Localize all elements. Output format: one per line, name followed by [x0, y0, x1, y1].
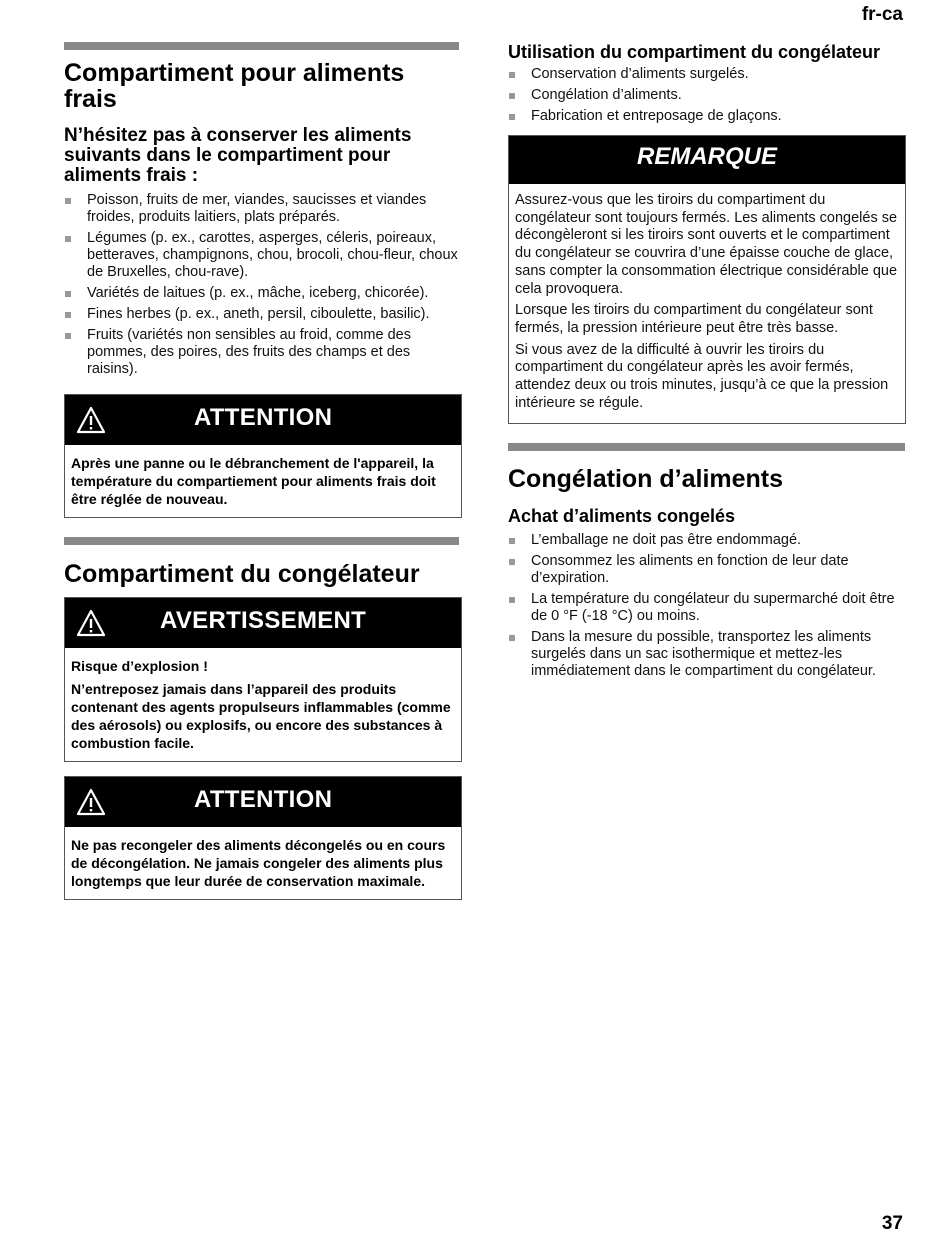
note-box [508, 135, 906, 424]
list-item: Légumes (p. ex., carottes, asperges, céleris, poireaux, betteraves, champignons, chou, brocoli, chou-fleur, choux de Bruxelles, chou-rave). [64, 230, 462, 281]
warning-line-2: N’entreposez jamais dans l’appareil des produits contenant des agents propulseurs inflammables (comme des aérosols) ou explosifs, ou encore des substances à combustion facile. [71, 681, 451, 751]
page-number: 37 [881, 1213, 903, 1234]
section-divider [64, 537, 459, 545]
subtitle-freezing: Achat d’aliments congelés [508, 506, 736, 527]
attention-text: Ne pas recongeler des aliments décongelés ou en cours de décongélation. Ne jamais congeler des aliments plus longtemps que leur durée de conservation maximale. [71, 837, 446, 889]
list-item: Conservation d’aliments surgelés. [508, 66, 906, 83]
note-paragraph: Assurez-vous que les tiroirs du compartiment du congélateur sont toujours fermés. Les aliments congelés se décongèleront si les tiroirs sont ouverts et le compartiment du congélateur se couvrira d’une épaisse couche de glace, sans compter la consommation électrique considérable que cela provoquera. [515, 192, 898, 297]
section-title-freezer: Compartiment du congélateur [64, 560, 420, 588]
warning-title: AVERTISSEMENT [160, 607, 367, 634]
usage-title: Utilisation du compartiment du congélateur [508, 42, 881, 62]
warning-triangle-icon [76, 406, 106, 434]
list-item: La température du congélateur du supermarché doit être de 0 °F (-18 °C) ou moins. [508, 591, 906, 625]
attention-body [65, 445, 461, 517]
section-divider [64, 42, 459, 50]
attention-header [65, 777, 461, 827]
warning-header [65, 598, 461, 648]
section-divider [508, 443, 905, 451]
attention-box-2 [64, 776, 462, 900]
section-title-freezing: Congélation d’aliments [508, 465, 784, 494]
note-body [509, 184, 905, 423]
language-label: fr-ca [861, 4, 903, 25]
warning-body [65, 648, 461, 761]
right-column [508, 42, 906, 684]
usage-list [508, 66, 906, 125]
warning-triangle-icon [76, 609, 106, 637]
subtitle-fresh: N’hésitez pas à conserver les aliments suivants dans le compartiment pour aliments frais : [64, 125, 412, 186]
attention-title: ATTENTION [194, 404, 333, 431]
attention-body [65, 827, 461, 899]
freezing-list [508, 532, 906, 680]
warning-triangle-icon [76, 788, 106, 816]
left-column [64, 42, 462, 900]
list-item: L’emballage ne doit pas être endommagé. [508, 532, 906, 549]
attention-header [65, 395, 461, 445]
list-item: Fabrication et entreposage de glaçons. [508, 108, 906, 125]
warning-box [64, 597, 462, 762]
note-paragraph: Si vous avez de la difficulté à ouvrir les tiroirs du compartiment du congélateur après les avoir fermés, attendez deux ou trois minutes, jusqu’à ce que la pression intérieure se régule. [515, 341, 889, 411]
attention-text: Après une panne ou le débranchement de l'appareil, la température du compartiement pour aliments frais doit être réglée de nouveau. [71, 455, 436, 507]
note-title: REMARQUE [509, 136, 905, 184]
attention-title: ATTENTION [194, 786, 333, 813]
list-item: Consommez les aliments en fonction de leur date d’expiration. [508, 553, 906, 587]
list-item: Fines herbes (p. ex., aneth, persil, ciboulette, basilic). [64, 306, 462, 323]
note-paragraph: Lorsque les tiroirs du compartiment du congélateur sont fermés, la pression intérieure peut être très basse. [515, 302, 873, 336]
list-item: Fruits (variétés non sensibles au froid, comme des pommes, des poires, des fruits des champs et des raisins). [64, 327, 462, 378]
list-item: Congélation d’aliments. [508, 87, 906, 104]
list-item: Variétés de laitues (p. ex., mâche, iceberg, chicorée). [64, 285, 462, 302]
list-item: Dans la mesure du possible, transportez les aliments surgelés dans un sac isothermique et mettez-les immédiatement dans le compartiment du congélateur. [508, 629, 906, 680]
list-item: Poisson, fruits de mer, viandes, saucisses et viandes froides, produits laitiers, plats préparés. [64, 192, 462, 226]
warning-line-1: Risque d’explosion ! [71, 658, 208, 674]
section-title-fresh: Compartiment pour aliments frais [64, 59, 405, 113]
fresh-food-list [64, 192, 462, 378]
attention-box-1 [64, 394, 462, 518]
